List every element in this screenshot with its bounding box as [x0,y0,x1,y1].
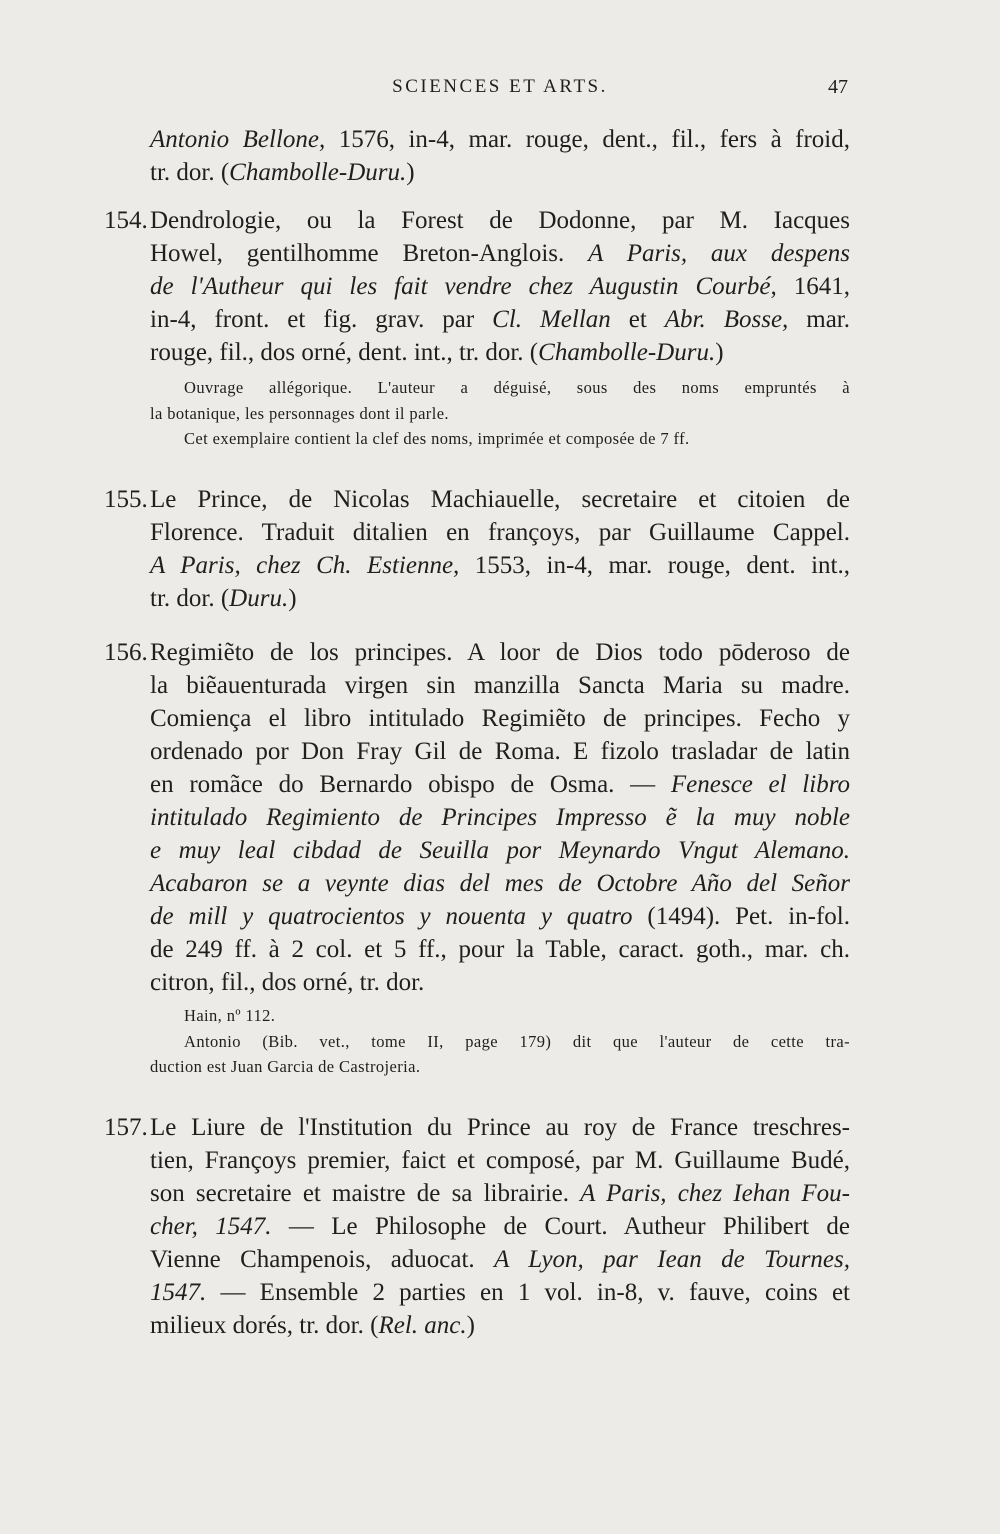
text-line: tien, Françoys premier, faict et composé, par M. Guillaume Budé, [150,1147,850,1174]
text-line: ordenado por Don Fray Gil de Roma. E fizolo trasladar de latin [150,738,850,765]
catalogue-entry-157 [104,1111,851,1342]
text-line: en romãce do Bernardo obispo de Osma. — Fenesce el libro [150,771,850,798]
page-number: 47 [828,76,848,98]
footnote-line: Hain, nº 112. [184,1006,276,1025]
text-line: Regimiẽto de los principes. A loor de Dios todo pōderoso de [150,639,850,666]
catalogue-entry-154 [104,204,851,452]
text-line: cher, 1547. — Le Philosophe de Court. Autheur Philibert de [150,1213,851,1240]
text-line: 1547. — Ensemble 2 parties en 1 vol. in-8, v. fauve, coins et [150,1279,850,1306]
running-title: SCIENCES ET ARTS. [392,76,608,97]
text-line: Florence. Traduit ditalien en françoys, par Guillaume Cappel. [150,519,850,546]
text-line: intitulado Regimiento de Principes Impresso ẽ la muy noble [150,804,850,831]
text-line: Howel, gentilhomme Breton-Anglois. A Paris, aux despens [150,240,850,267]
text-line: la biẽauenturada virgen sin manzilla Sancta Maria su madre. [150,672,850,699]
entry-153-continuation [150,123,850,189]
text-line: Le Liure de l'Institution du Prince au roy de France treschres- [150,1114,850,1141]
page-header [150,72,850,102]
text-line: Acabaron se a veynte dias del mes de Octobre Año del Señor [150,870,850,897]
text-line: milieux dorés, tr. dor. (Rel. anc.) [150,1312,475,1339]
text-line: in-4, front. et fig. grav. par Cl. Mellan et Abr. Bosse, mar. [150,306,850,333]
text-line: Antonio Bellone, 1576, in-4, mar. rouge, dent., fil., fers à froid, [150,126,850,153]
text-line: tr. dor. (Chambolle-Duru.) [150,159,415,186]
catalogue-entry-155 [104,483,850,615]
entry-number: 156. [104,639,148,666]
text-line: Vienne Champenois, aduocat. A Lyon, par Iean de Tournes, [150,1246,850,1273]
text-line: e muy leal cibdad de Seuilla por Meynardo Vngut Alemano. [150,837,850,864]
text-line: de l'Autheur qui les fait vendre chez Augustin Courbé, 1641, [150,273,851,300]
text-line: tr. dor. (Duru.) [150,585,297,612]
footnote-line: duction est Juan Garcia de Castrojeria. [150,1057,421,1076]
entry-number: 154. [104,207,148,234]
text-line: son secretaire et maistre de sa librairie. A Paris, chez Iehan Fou- [150,1180,851,1207]
text-line: Le Prince, de Nicolas Machiauelle, secretaire et citoien de [150,486,850,513]
footnote-line: Ouvrage allégorique. L'auteur a déguisé, sous des noms empruntés à [184,378,850,397]
text-line: Comiença el libro intitulado Regimiẽto de principes. Fecho y [150,705,850,732]
text-line: de 249 ff. à 2 col. et 5 ff., pour la Table, caract. goth., mar. ch. [150,936,850,963]
text-line: citron, fil., dos orné, tr. dor. [150,969,425,996]
catalogue-entry-156 [104,636,850,1080]
footnote-line: la botanique, les personnages dont il parle. [150,403,449,423]
entry-number: 157. [104,1114,148,1141]
text-line: rouge, fil., dos orné, dent. int., tr. dor. (Chambolle-Duru.) [150,339,724,366]
entry-number: 155. [104,486,148,513]
footnote-line: Cet exemplaire contient la clef des noms, imprimée et composée de 7 ff. [184,429,690,448]
text-line: Dendrologie, ou la Forest de Dodonne, par M. Iacques [150,207,850,234]
text-line: de mill y quatrocientos y nouenta y quatro (1494). Pet. in-fol. [150,903,850,930]
footnote-line: Antonio (Bib. vet., tome II, page 179) dit que l'auteur de cette tra- [184,1031,850,1051]
text-line: A Paris, chez Ch. Estienne, 1553, in-4, mar. rouge, dent. int., [150,552,850,579]
